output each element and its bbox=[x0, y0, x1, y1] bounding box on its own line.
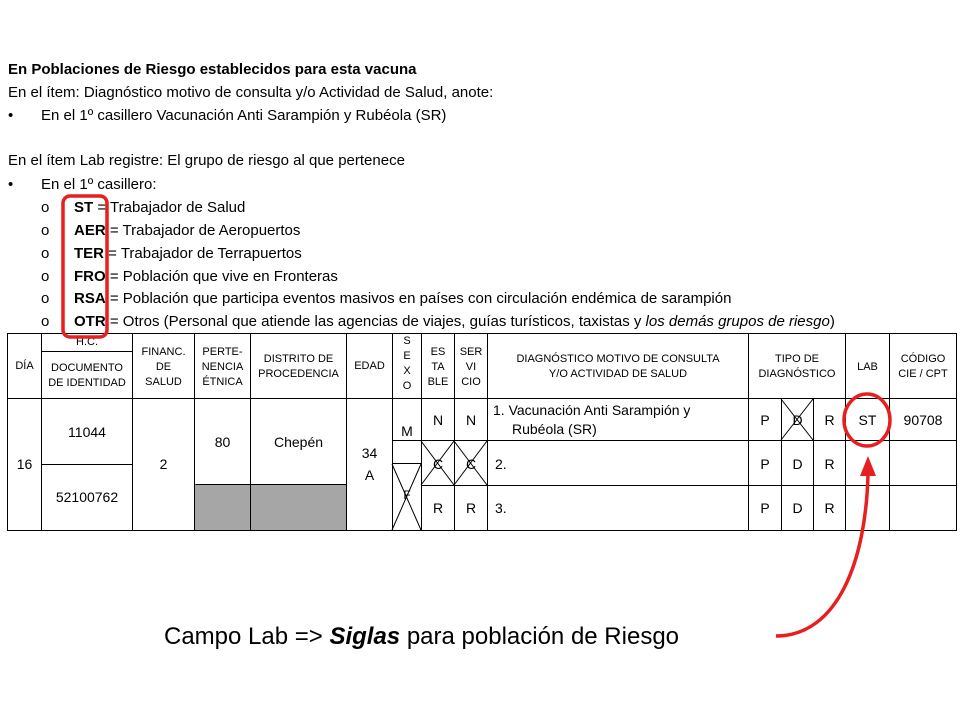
header-estable-1: ES bbox=[430, 346, 446, 358]
cell-servicio-c: C bbox=[465, 456, 477, 472]
cell-documento: 52100762 bbox=[55, 489, 119, 505]
bullet-dot-2: • bbox=[8, 176, 14, 193]
code-desc: = Trabajador de Salud bbox=[97, 199, 246, 216]
cell-servicio-r: R bbox=[465, 500, 477, 516]
grey-cell-etnia bbox=[195, 484, 250, 530]
caption bbox=[164, 623, 679, 651]
cell-tipo-d: D bbox=[792, 500, 803, 516]
header-etnia-3: ÉTNICA bbox=[202, 376, 243, 388]
cell-tipo-r: R bbox=[824, 412, 835, 428]
cell-tipo-p: P bbox=[760, 412, 770, 428]
code-desc: = Población que vive en Fronteras bbox=[109, 268, 338, 285]
cell-estable-r: R bbox=[432, 500, 444, 516]
header-codigo-1: CÓDIGO bbox=[900, 353, 946, 365]
bullet-dot-1: • bbox=[8, 107, 14, 124]
cell-distrito: Chepén bbox=[273, 434, 324, 450]
code-desc-italic: los demás grupos de riesgo bbox=[645, 313, 830, 330]
header-financ-3: SALUD bbox=[145, 376, 182, 388]
header-financ-2: DE bbox=[155, 361, 172, 373]
header-distrito-2: PROCEDENCIA bbox=[258, 368, 339, 380]
cell-estable-n: N bbox=[432, 412, 444, 428]
cell-sexo-f: F bbox=[403, 488, 411, 502]
cell-lab: ST bbox=[858, 412, 877, 428]
header-lab: LAB bbox=[857, 361, 878, 373]
code-desc: = Población que participa eventos masivos en países con circulación endémica de sarampión bbox=[109, 290, 732, 307]
cell-diagnostico-3: 3. bbox=[495, 500, 507, 516]
header-distrito-1: DISTRITO DE bbox=[263, 353, 334, 365]
header-sexo-o: O bbox=[402, 380, 412, 392]
cell-edad-num: 34 bbox=[361, 445, 378, 461]
header-servicio-2: VI bbox=[465, 361, 477, 373]
code-label: TER bbox=[74, 245, 104, 262]
caption-prefix: Campo Lab => bbox=[164, 623, 330, 650]
code-bullet: o bbox=[41, 290, 50, 307]
header-doc-1: DOCUMENTO bbox=[51, 362, 123, 374]
cell-tipo-d: D bbox=[792, 456, 803, 472]
header-sexo-x: X bbox=[403, 365, 411, 377]
cell-hc: 11044 bbox=[68, 424, 106, 440]
cell-tipo-p: P bbox=[760, 456, 770, 472]
code-label: ST bbox=[74, 199, 94, 216]
code-bullet: o bbox=[41, 245, 50, 262]
grey-cell-distrito bbox=[251, 484, 346, 530]
header-servicio-1: SER bbox=[459, 346, 483, 358]
cell-tipo-d: D bbox=[792, 412, 803, 428]
header-hc: H.C. bbox=[76, 336, 98, 348]
header-edad: EDAD bbox=[354, 360, 385, 372]
cell-codigo: 90708 bbox=[903, 412, 943, 428]
header-financ-1: FINANC. bbox=[141, 346, 186, 358]
code-desc: = Trabajador de Aeropuertos bbox=[109, 222, 301, 239]
header-codigo-2: CIE / CPT bbox=[898, 368, 948, 380]
cell-tipo-r: R bbox=[824, 500, 835, 516]
code-bullet: o bbox=[41, 313, 50, 330]
cell-financ: 2 bbox=[159, 456, 168, 472]
caption-suffix: para población de Riesgo bbox=[400, 623, 680, 650]
code-desc-end: ) bbox=[829, 313, 835, 330]
code-desc: = Otros (Personal que atiende las agencias de viajes, guías turísticos, taxistas y bbox=[109, 313, 646, 330]
code-bullet: o bbox=[41, 222, 50, 239]
header-etnia-1: PERTE- bbox=[202, 346, 243, 358]
header-diagnostico-1: DIAGNÓSTICO MOTIVO DE CONSULTA bbox=[516, 353, 720, 365]
code-desc: = Trabajador de Terrapuertos bbox=[108, 245, 302, 262]
instructions-line1: En el ítem: Diagnóstico motivo de consulta y/o Actividad de Salud, anote: bbox=[8, 84, 494, 101]
cell-tipo-r: R bbox=[824, 456, 835, 472]
header-doc-2: DE IDENTIDAD bbox=[48, 377, 126, 389]
instructions-line2: En el ítem Lab registre: El grupo de riesgo al que pertenece bbox=[8, 152, 405, 169]
cell-etnia: 80 bbox=[214, 434, 231, 450]
code-label: OTR bbox=[74, 313, 106, 330]
cell-diagnostico-1a: 1. Vacunación Anti Sarampión y bbox=[493, 402, 691, 418]
header-diagnostico-2: Y/O ACTIVIDAD DE SALUD bbox=[548, 368, 688, 380]
header-sexo-e: E bbox=[403, 350, 411, 362]
code-bullet: o bbox=[41, 199, 50, 216]
cell-edad-unit: A bbox=[364, 467, 375, 483]
header-estable-3: BLE bbox=[427, 376, 449, 388]
header-estable-2: TA bbox=[431, 361, 445, 373]
header-tipo-2: DIAGNÓSTICO bbox=[758, 368, 836, 380]
code-bullet: o bbox=[41, 268, 50, 285]
cell-diagnostico-2: 2. bbox=[495, 456, 507, 472]
cell-tipo-p: P bbox=[760, 500, 770, 516]
header-etnia-2: NENCIA bbox=[201, 361, 244, 373]
instructions-bullet2: En el 1º casillero: bbox=[41, 176, 157, 193]
header-servicio-3: CIO bbox=[461, 376, 481, 388]
caption-emphasis: Siglas bbox=[329, 623, 401, 650]
header-tipo-1: TIPO DE bbox=[774, 353, 819, 365]
code-label: AER bbox=[74, 222, 106, 239]
cell-servicio-n: N bbox=[465, 412, 477, 428]
code-label: FRO bbox=[74, 268, 106, 285]
cell-sexo-m: M bbox=[401, 423, 413, 439]
header-dia: DÍA bbox=[15, 360, 34, 372]
cell-diagnostico-1b: Rubéola (SR) bbox=[512, 421, 597, 437]
instructions-title: En Poblaciones de Riesgo establecidos para esta vacuna bbox=[8, 61, 417, 78]
cell-dia: 16 bbox=[16, 456, 33, 472]
code-label: RSA bbox=[74, 290, 106, 307]
cell-estable-c: C bbox=[432, 456, 444, 472]
instructions-bullet1: En el 1º casillero Vacunación Anti Sarampión y Rubéola (SR) bbox=[41, 107, 447, 124]
header-sexo-s: S bbox=[403, 335, 411, 347]
